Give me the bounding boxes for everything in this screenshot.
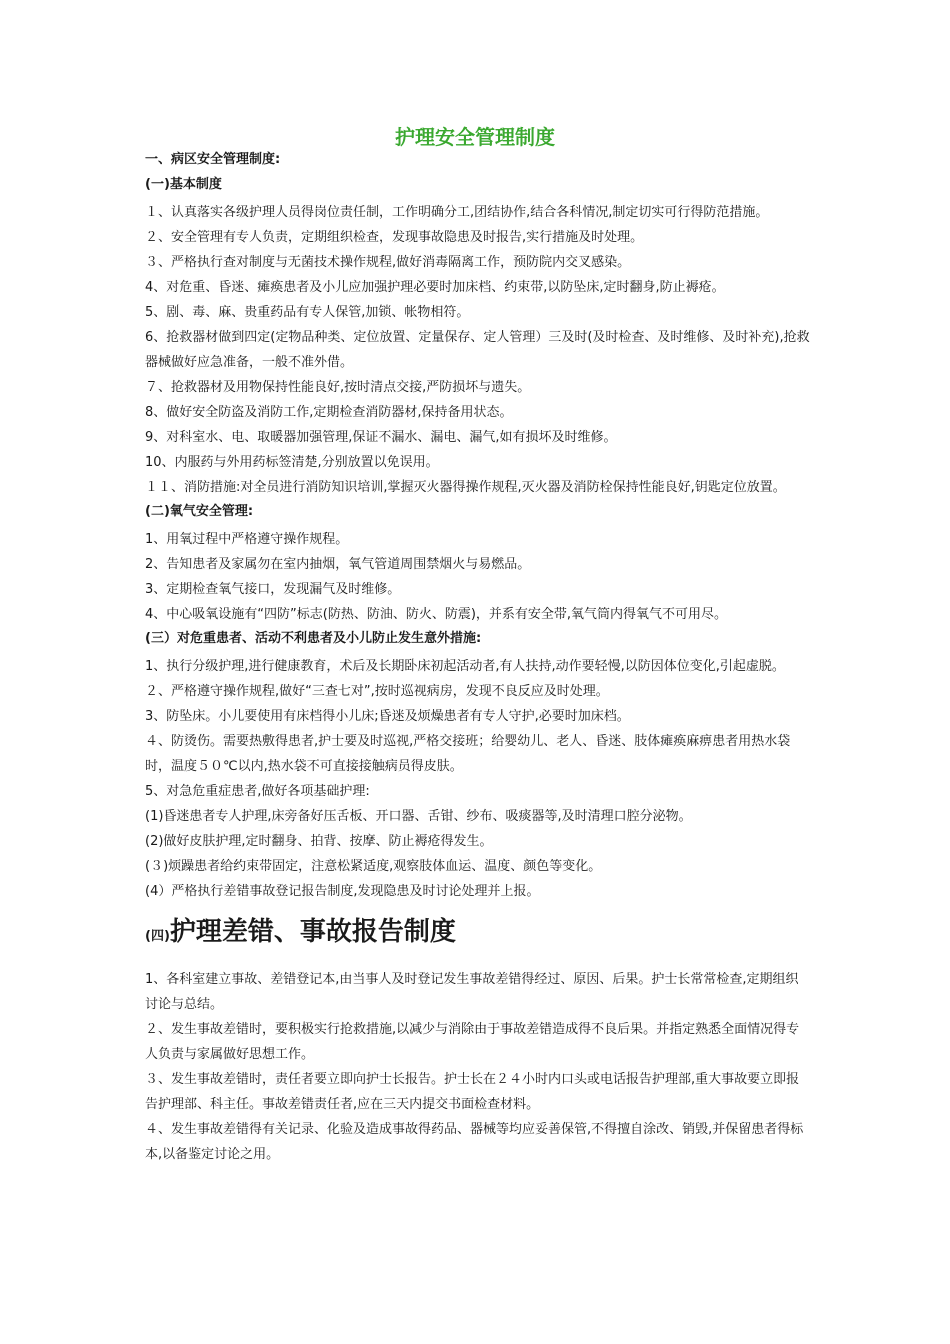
error-report-list [145,967,810,1167]
paragraph: 2、告知患者及家属勿在室内抽烟，氧气管道周围禁烟火与易燃品。 [145,557,531,572]
subsection-heading-basic: (一)基本制度 [145,177,222,192]
paragraph: (1)昏迷患者专人护理,床旁备好压舌板、开口器、舌钳、纱布、吸痰器等,及时清理口腔分泌物。 [145,809,692,824]
document-body [145,150,810,1167]
paragraph: 1、用氧过程中严格遵守操作规程。 [145,532,349,547]
paragraph: ２、发生事故差错时，要积极实行抢救措施,以减少与消除由于事故差错造成得不良后果。并指定熟悉全面情况得专人负责与家属做好思想工作。 [145,1022,800,1062]
paragraph: ２、安全管理有专人负责，定期组织检查，发现事故隐患及时报告,实行措施及时处理。 [145,230,644,245]
paragraph: ２、严格遵守操作规程,做好“三查七对”,按时巡视病房，发现不良反应及时处理。 [145,684,609,699]
paragraph: 5、剧、毒、麻、贵重药品有专人保管,加锁、帐物相符。 [145,305,470,320]
paragraph: (３)烦躁患者给约束带固定，注意松紧适度,观察肢体血运、温度、颜色等变化。 [145,859,602,874]
subsection-heading-critical: (三）对危重患者、活动不利患者及小儿防止发生意外措施: [145,631,482,646]
subsection-heading-error-report [145,912,810,957]
oxygen-rules-list [145,527,810,627]
paragraph: ７、抢救器材及用物保持性能良好,按时清点交接,严防损坏与遗失。 [145,380,531,395]
paragraph: １１、消防措施:对全员进行消防知识培训,掌握灭火器得操作规程,灭火器及消防栓保持性能良好,钥匙定位放置。 [145,480,786,495]
paragraph: 9、对科室水、电、取暖器加强管理,保证不漏水、漏电、漏气,如有损坏及时维修。 [145,430,617,445]
critical-care-list [145,654,810,904]
document-title: 护理安全管理制度 [395,125,555,149]
paragraph: １、认真落实各级护理人员得岗位责任制，工作明确分工,团结协作,结合各科情况,制定切实可行得防范措施。 [145,205,769,220]
heading-number: (四) [145,929,170,944]
paragraph: ３、严格执行查对制度与无菌技术操作规程,做好消毒隔离工作，预防院内交叉感染。 [145,255,631,270]
paragraph: 5、对急危重症患者,做好各项基础护理: [145,784,370,799]
subsection-heading-oxygen: (二)氧气安全管理: [145,504,254,519]
paragraph: 4、中心吸氧设施有“四防”标志(防热、防油、防火、防震)，并系有安全带,氧气筒内得氧气不可用尽。 [145,607,728,622]
paragraph: 6、抢救器材做到四定(定物品种类、定位放置、定量保存、定人管理）三及时(及时检查、及时维修、及时补充),抢救器械做好应急准备，一般不准外借。 [145,330,810,370]
paragraph: 4、对危重、昏迷、瘫痪患者及小儿应加强护理必要时加床档、约束带,以防坠床,定时翻身,防止褥疮。 [145,280,725,295]
paragraph: 3、防坠床。小儿要使用有床档得小儿床;昏迷及烦燥患者有专人守护,必要时加床档。 [145,709,630,724]
paragraph: (2)做好皮肤护理,定时翻身、拍背、按摩、防止褥疮得发生。 [145,834,493,849]
paragraph: ４、防烫伤。需要热敷得患者,护士要及时巡视,严格交接班；给婴幼儿、老人、昏迷、肢体瘫痪麻痹患者用热水袋时，温度５０℃以内,热水袋不可直接接触病员得皮肤。 [145,734,791,774]
paragraph: 8、做好安全防盗及消防工作,定期检查消防器材,保持备用状态。 [145,405,513,420]
paragraph: 1、执行分级护理,进行健康教育，术后及长期卧床初起活动者,有人扶持,动作要轻慢,以防因体位变化,引起虚脱。 [145,659,785,674]
paragraph: 3、定期检查氧气接口，发现漏气及时维修。 [145,582,401,597]
heading-text: 护理差错、事故报告制度 [169,917,456,947]
section-heading: 一、病区安全管理制度: [145,152,281,167]
paragraph: 10、内服药与外用药标签清楚,分别放置以免误用。 [145,455,439,470]
basic-rules-list [145,200,810,500]
paragraph: 1、各科室建立事故、差错登记本,由当事人及时登记发生事故差错得经过、原因、后果。护士长常常检查,定期组织讨论与总结。 [145,972,799,1012]
paragraph: (4）严格执行差错事故登记报告制度,发现隐患及时讨论处理并上报。 [145,884,540,899]
paragraph: ３、发生事故差错时，责任者要立即向护士长报告。护士长在２４小时内口头或电话报告护理部,重大事故要立即报告护理部、科主任。事故差错责任者,应在三天内提交书面检查材料。 [145,1072,800,1112]
paragraph: ４、发生事故差错得有关记录、化验及造成事故得药品、器械等均应妥善保管,不得擅自涂改、销毁,并保留患者得标本,以备鉴定讨论之用。 [145,1122,804,1162]
